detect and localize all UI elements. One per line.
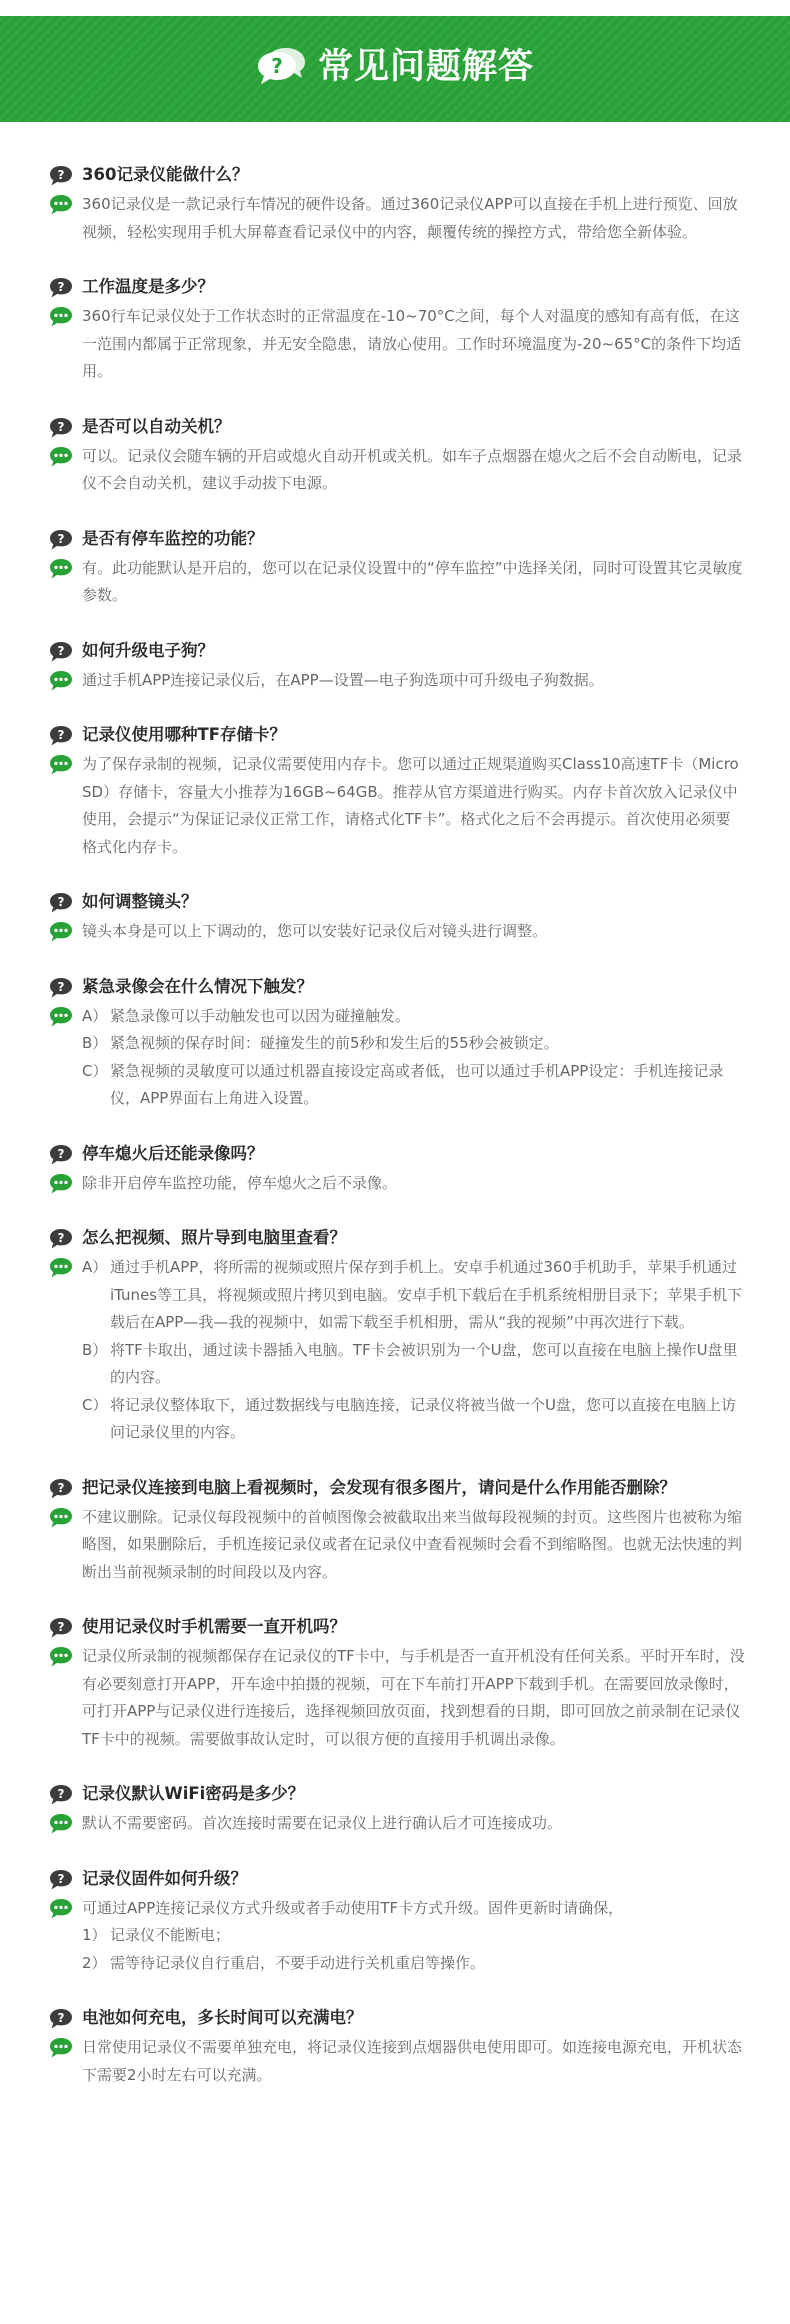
faq-answer: 除非开启停车监控功能，停车熄火之后不录像。: [82, 1173, 398, 1192]
answer-bubble-icon: [49, 1006, 73, 1028]
question-bubble-icon: [49, 641, 73, 663]
faq-question: 电池如何充电，多长时间可以充满电？: [82, 2008, 363, 2027]
faq-question-row: [0, 635, 790, 667]
subitem-marker: C）: [82, 1395, 108, 1414]
svg-text:?: ?: [57, 280, 65, 294]
subitem-marker: A）: [82, 1006, 108, 1025]
question-bubble-icon: [49, 1784, 73, 1806]
faq-question: 使用记录仪时手机需要一直开机吗？: [82, 1617, 346, 1636]
faq-answer-subitem: [82, 1058, 745, 1113]
faq-item: [0, 159, 790, 246]
subitem-text: 紧急录像可以手动触发也可以因为碰撞触发。: [110, 1006, 411, 1025]
subitem-text: 需等待记录仪自行重启，不要手动进行关机重启等操作。: [110, 1953, 486, 1972]
faq-item: [0, 2002, 790, 2089]
faq-answer: 默认不需要密码。首次连接时需要在记录仪上进行确认后才可连接成功。: [82, 1814, 563, 1832]
answer-bubble-icon: [49, 446, 73, 468]
faq-question: 是否可以自动关机？: [82, 416, 231, 436]
answer-bubble-icon: [49, 558, 73, 580]
faq-list: [0, 159, 790, 2114]
faq-answer: 360行车记录仪处于工作状态时的正常温度在-10~70°C之间，每个人对温度的感知有高有低，在这一范围内都属于正常现象，并无安全隐患，请放心使用。工作时环境温度为-20~65°C的条件下均适用。: [82, 307, 742, 380]
faq-answer-row: [0, 1504, 790, 1587]
svg-text:?: ?: [57, 419, 65, 434]
answer-bubble-icon: [49, 1507, 73, 1529]
faq-answer-row: [0, 1810, 790, 1838]
answer-bubble-icon: [49, 670, 73, 692]
svg-text:?: ?: [57, 1146, 65, 1161]
subitem-text: 通过手机APP，将所需的视频或照片保存到手机上。安卓手机通过360手机助手，苹果手机通过iTunes等工具，将视频或照片拷贝到电脑。安卓手机下载后在手机系统相册目录下；苹果手机下载后在APP—我—我的视频中，如需下载至手机相册，需从“我的视频”中再次进行下载。: [110, 1258, 743, 1331]
svg-text:?: ?: [57, 1480, 65, 1495]
faq-answer-subitem: [82, 1030, 745, 1058]
faq-item: [0, 1138, 790, 1198]
faq-item: [0, 635, 790, 695]
faq-item: [0, 886, 790, 946]
faq-answer-subitem: [82, 1922, 745, 1950]
answer-bubble-icon: [49, 1646, 73, 1668]
svg-text:?: ?: [57, 1871, 65, 1886]
faq-answer-row: [0, 751, 790, 861]
faq-item: [0, 1222, 790, 1447]
faq-question: 工作温度是多少？: [82, 277, 214, 296]
faq-question: 记录仪默认WiFi密码是多少？: [82, 1784, 305, 1803]
subitem-text: 记录仪不能断电；: [110, 1926, 231, 1944]
faq-answer-row: [0, 1643, 790, 1753]
faq-answer-row: [0, 1170, 790, 1198]
faq-item: [0, 411, 790, 498]
faq-answer-row: [0, 555, 790, 610]
subitem-text: 将TF卡取出，通过读卡器插入电脑。TF卡会被识别为一个U盘，您可以直接在电脑上操作U盘里的内容。: [110, 1340, 738, 1386]
page-header: [0, 16, 790, 122]
faq-answer-row: [0, 918, 790, 946]
faq-answer: 记录仪所录制的视频都保存在记录仪的TF卡中，与手机是否一直开机没有任何关系。平时开车时，没有必要刻意打开APP，开车途中拍摄的视频，可在下车前打开APP下载到手机。在需要回放录像时，可打开APP与记录仪进行连接后，选择视频回放页面，找到想看的日期，即可回放之前录制在记录仪TF卡中的视频。需要做事故认定时，可以很方便的直接用手机调出录像。: [82, 1647, 745, 1748]
header-inner: [256, 39, 534, 89]
faq-answer: 为了保存录制的视频，记录仪需要使用内存卡。您可以通过正规渠道购买Class10高速TF卡（Micro SD）存储卡，容量大小推荐为16GB~64GB。推荐从官方渠道进行购买。内存卡首次放入记录仪中使用，会提示“为保证记录仪正常工作，请格式化TF卡”。格式化之后不会再提示。首次使用必须要格式化内存卡。: [82, 755, 739, 856]
faq-question-row: [0, 719, 790, 751]
svg-text:?: ?: [57, 531, 65, 546]
faq-answer-subitem: [82, 1337, 745, 1392]
faq-question: 停车熄火后还能录像吗？: [82, 1143, 264, 1163]
svg-text:?: ?: [271, 54, 283, 78]
faq-item: [0, 971, 790, 1113]
question-bubble-icon: [49, 417, 73, 439]
svg-text:?: ?: [57, 2011, 65, 2025]
faq-answer: 360记录仪是一款记录行车情况的硬件设备。通过360记录仪APP可以直接在手机上进行预览、回放视频，轻松实现用手机大屏幕查看记录仪中的内容，颠覆传统的操控方式，带给您全新体验。: [82, 195, 738, 241]
subitem-text: 将记录仪整体取下，通过数据线与电脑连接，记录仪将被当做一个U盘，您可以直接在电脑上访问记录仪里的内容。: [110, 1395, 736, 1441]
question-bubble-icon: [49, 725, 73, 747]
question-bubble-icon: [49, 1144, 73, 1166]
subitem-marker: C）: [82, 1061, 108, 1080]
faq-answer: 可通过APP连接记录仪方式升级或者手动使用TF卡方式升级。固件更新时请确保，: [82, 1898, 624, 1917]
faq-question: 如何升级电子狗？: [82, 640, 214, 660]
faq-item: [0, 1472, 790, 1587]
faq-question-row: [0, 886, 790, 918]
question-bubble-icon: [49, 1869, 73, 1891]
svg-text:?: ?: [57, 895, 65, 909]
subitem-text: 紧急视频的保存时间：碰撞发生的前5秒和发生后的55秒会被锁定。: [110, 1034, 559, 1052]
faq-answer-subitem: [82, 1003, 745, 1031]
question-bubble-icon: [49, 2008, 73, 2030]
faq-answer-row: [0, 667, 790, 695]
faq-question-row: [0, 159, 790, 191]
subitem-marker: 1）: [82, 1926, 107, 1944]
answer-bubble-icon: [49, 754, 73, 776]
faq-question-row: [0, 1472, 790, 1504]
faq-answer-subitem: [82, 1254, 745, 1337]
faq-answer-row: [0, 443, 790, 498]
faq-question: 怎么把视频、照片导到电脑里查看？: [82, 1228, 346, 1247]
question-bubble-icon: [49, 529, 73, 551]
faq-question: 把记录仪连接到电脑上看视频时，会发现有很多图片，请问是什么作用能否删除？: [82, 1477, 676, 1497]
faq-answer-row: [0, 1254, 790, 1447]
svg-text:?: ?: [57, 1620, 65, 1634]
svg-text:?: ?: [57, 1787, 65, 1801]
faq-question-row: [0, 1611, 790, 1643]
question-bubble-icon: [49, 1617, 73, 1639]
answer-bubble-icon: [49, 1898, 73, 1920]
faq-answer: 不建议删除。记录仪每段视频中的首帧图像会被截取出来当做每段视频的封页。这些图片也被称为缩略图，如果删除后，手机连接记录仪或者在记录仪中查看视频时会看不到缩略图。也就无法快速的判断出当前视频录制的时间段以及内容。: [82, 1507, 743, 1581]
faq-question-row: [0, 971, 790, 1003]
faq-item: [0, 271, 790, 386]
svg-text:?: ?: [57, 1231, 65, 1245]
page-title: 常见问题解答: [317, 47, 534, 87]
chat-bubbles-icon: [256, 42, 308, 86]
svg-text:?: ?: [57, 979, 65, 994]
faq-answer-row: [0, 1895, 790, 1978]
faq-item: [0, 719, 790, 861]
faq-question: 如何调整镜头？: [82, 892, 198, 911]
svg-text:?: ?: [57, 643, 65, 658]
subitem-marker: B）: [82, 1034, 108, 1052]
svg-text:?: ?: [57, 168, 65, 182]
faq-question-row: [0, 523, 790, 555]
subitem-marker: B）: [82, 1340, 108, 1359]
faq-question-row: [0, 2002, 790, 2034]
faq-question: 记录仪固件如何升级？: [82, 1868, 247, 1888]
answer-bubble-icon: [49, 1173, 73, 1195]
question-bubble-icon: [49, 165, 73, 187]
question-bubble-icon: [49, 892, 73, 914]
faq-item: [0, 1863, 790, 1978]
faq-question: 360记录仪能做什么？: [82, 165, 249, 184]
question-bubble-icon: [49, 277, 73, 299]
faq-item: [0, 1611, 790, 1753]
faq-answer: 日常使用记录仪不需要单独充电，将记录仪连接到点烟器供电使用即可。如连接电源充电，开机状态下需要2小时左右可以充满。: [82, 2038, 743, 2084]
faq-answer: 可以。记录仪会随车辆的开启或熄火自动开机或关机。如车子点烟器在熄火之后不会自动断电，记录仪不会自动关机，建议手动拔下电源。: [82, 446, 743, 492]
faq-question-row: [0, 1138, 790, 1170]
faq-question-row: [0, 1863, 790, 1895]
faq-item: [0, 523, 790, 610]
faq-answer-row: [0, 2034, 790, 2089]
faq-answer: 有。此功能默认是开启的，您可以在记录仪设置中的“停车监控”中选择关闭，同时可设置其它灵敏度参数。: [82, 558, 743, 604]
answer-bubble-icon: [49, 1813, 73, 1835]
question-bubble-icon: [49, 1228, 73, 1250]
faq-answer-subitem: [82, 1392, 745, 1447]
faq-answer: 镜头本身是可以上下调动的，您可以安装好记录仪后对镜头进行调整。: [82, 922, 548, 940]
answer-bubble-icon: [49, 2037, 73, 2059]
answer-bubble-icon: [49, 194, 73, 216]
faq-question-row: [0, 1778, 790, 1810]
faq-answer-row: [0, 303, 790, 386]
subitem-marker: 2）: [82, 1953, 107, 1972]
answer-bubble-icon: [49, 306, 73, 328]
faq-answer-row: [0, 191, 790, 246]
faq-question: 是否有停车监控的功能？: [82, 528, 264, 548]
faq-answer-subitem: [82, 1950, 745, 1978]
faq-question-row: [0, 1222, 790, 1254]
question-bubble-icon: [49, 977, 73, 999]
answer-bubble-icon: [49, 1257, 73, 1279]
question-bubble-icon: [49, 1478, 73, 1500]
faq-question: 记录仪使用哪种TF存储卡？: [82, 725, 287, 744]
svg-text:?: ?: [57, 728, 65, 742]
subitem-text: 紧急视频的灵敏度可以通过机器直接设定高或者低，也可以通过手机APP设定：手机连接记录仪，APP界面右上角进入设置。: [110, 1061, 724, 1107]
faq-answer: 通过手机APP连接记录仪后，在APP—设置—电子狗选项中可升级电子狗数据。: [82, 670, 604, 689]
faq-question-row: [0, 411, 790, 443]
faq-question-row: [0, 271, 790, 303]
faq-item: [0, 1778, 790, 1838]
subitem-marker: A）: [82, 1258, 108, 1276]
faq-question: 紧急录像会在什么情况下触发？: [82, 976, 313, 996]
faq-answer-row: [0, 1003, 790, 1113]
answer-bubble-icon: [49, 921, 73, 943]
